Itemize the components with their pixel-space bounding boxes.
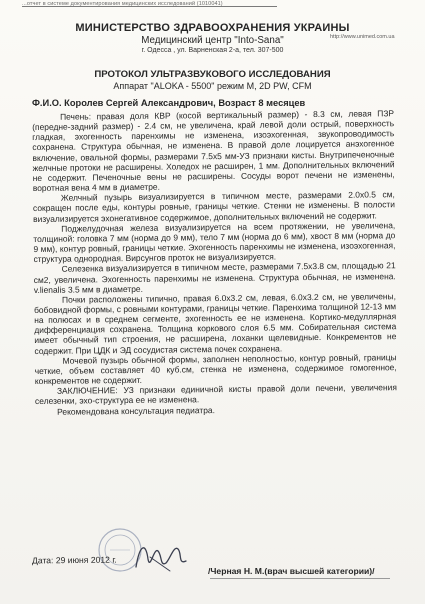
exam-date: Дата: 29 июня 2012 г. [31,554,117,566]
protocol-title: ПРОТОКОЛ УЛЬТРАЗВУКОВОГО ИССЛЕДОВАНИЯ [94,69,331,80]
paragraph-kidneys: Почки расположены типично, правая 6.0x3.2 см, левая, 6.0x3.2 см, не увеличены, бобовидной формы, с ровными контурами, границы четкие. Паренхима толщиной 12-13 мм на полюсах и в среднем сегменте, эхогенность ее не изменена. Кортико-медуллярная дифференциация сохранена. Толщина коркового слоя 6.5 мм. Собирательная система имеет обычный тип строения, не расширена, лоханки щелевидные. Конкрементов не содержит. При ЦДК и ЭД сосудистая система почек сохранена. [34,291,397,356]
paragraph-gallbladder: Желчный пузырь визуализируется в типичном месте, размерами 2.0x0.5 см, сокращен после еды, контуры ровные, границы четкие. Стенки не изменены. В полости визуализируется эхонегативное содержимое, дополнительных включений не содержит. [32,189,396,224]
apparatus-line: Аппарат "ALOKA - 5500" режим M, 2D PW, CFM [113,81,312,91]
recommendation: Рекомендована консультация педиатра. [57,404,215,417]
doctor-name: /Черная Н. М.(врач высшей категории)/ [208,566,375,576]
letterhead [0,22,425,54]
paragraph-bladder: Мочевой пузырь обычной формы, заполнен неполностью, контур ровный, границы четкие, объем составляет 40 куб.см, стенка не изменена, содержимое гомогенное, конкрементов не содержит. [34,351,397,387]
website-url: http://www.unimed.com.ua [330,34,395,40]
paragraph-pancreas: Поджелудочная железа визуализируется на всем протяжении, не увеличена, толщиной: головка 7 мм (норма до 9 мм), тело 7 мм (норма до 6 мм), хвост 8 мм (норма до 9 мм), контур ровный, границы четкие. Эхогенность паренхимы не изменена, изоэхогенная, структура однородная. Вирсунгов проток не визуализируется. [33,219,396,265]
protocol-heading [0,69,425,91]
paragraph-liver: Печень: правая доля КВР (косой вертикальный размер) - 8.3 см, левая ПЗР (передне-задний размер) - 2.4 см, не увеличена, край левой доли острый, поверхность гладкая, эхогенность паренхимы не изменена, изоэхогенная, звукопроводимость сохранена. Структура обычная, не изменена. В правой доле лоцируется анэхогенное включение, овальной формы, размерами 7.5x5 мм-УЗ признаки кисты. Внутрипеченочные желчные протоки не расширены. Холедох не расширен, 1 мм. Дополнительных включений не содержит. Печеночные вены не расширены. Сосуды ворот печени не изменены, воротная вена 4 мм в диаметре. [32,108,395,194]
ministry-title: МИНИСТЕРСТВО ЗДРАВООХРАНЕНИЯ УКРАИНЫ [75,22,350,34]
system-caption: ...отчет в системе документирования медицинских исследований (1010041) [22,1,223,7]
medical-center-name: Медицинский центр "Into-Sana" [141,35,284,46]
signature-underline [210,578,390,579]
exam-body [32,108,397,416]
paragraph-spleen: Селезенка визуализируется в типичном месте, размерами 7.5x3.8 см, площадью 21 см2, увеличена. Эхогенность паренхимы не изменена. Структура обычная, не изменена. v.lienalis 3.5 мм в диаметре. [33,260,396,295]
center-address: г. Одесса , ул. Варненская 2-а, тел. 307-500 [141,47,284,54]
conclusion: ЗАКЛЮЧЕНИЕ: УЗ признаки единичной кисты правой доли печени, увеличения селезенки, эхо-структура ее не изменена. [34,382,397,407]
patient-line: Ф.И.О. Королев Сергей Александрович, Возраст 8 месяцев [32,98,306,108]
doctor-signature-icon [130,537,190,577]
